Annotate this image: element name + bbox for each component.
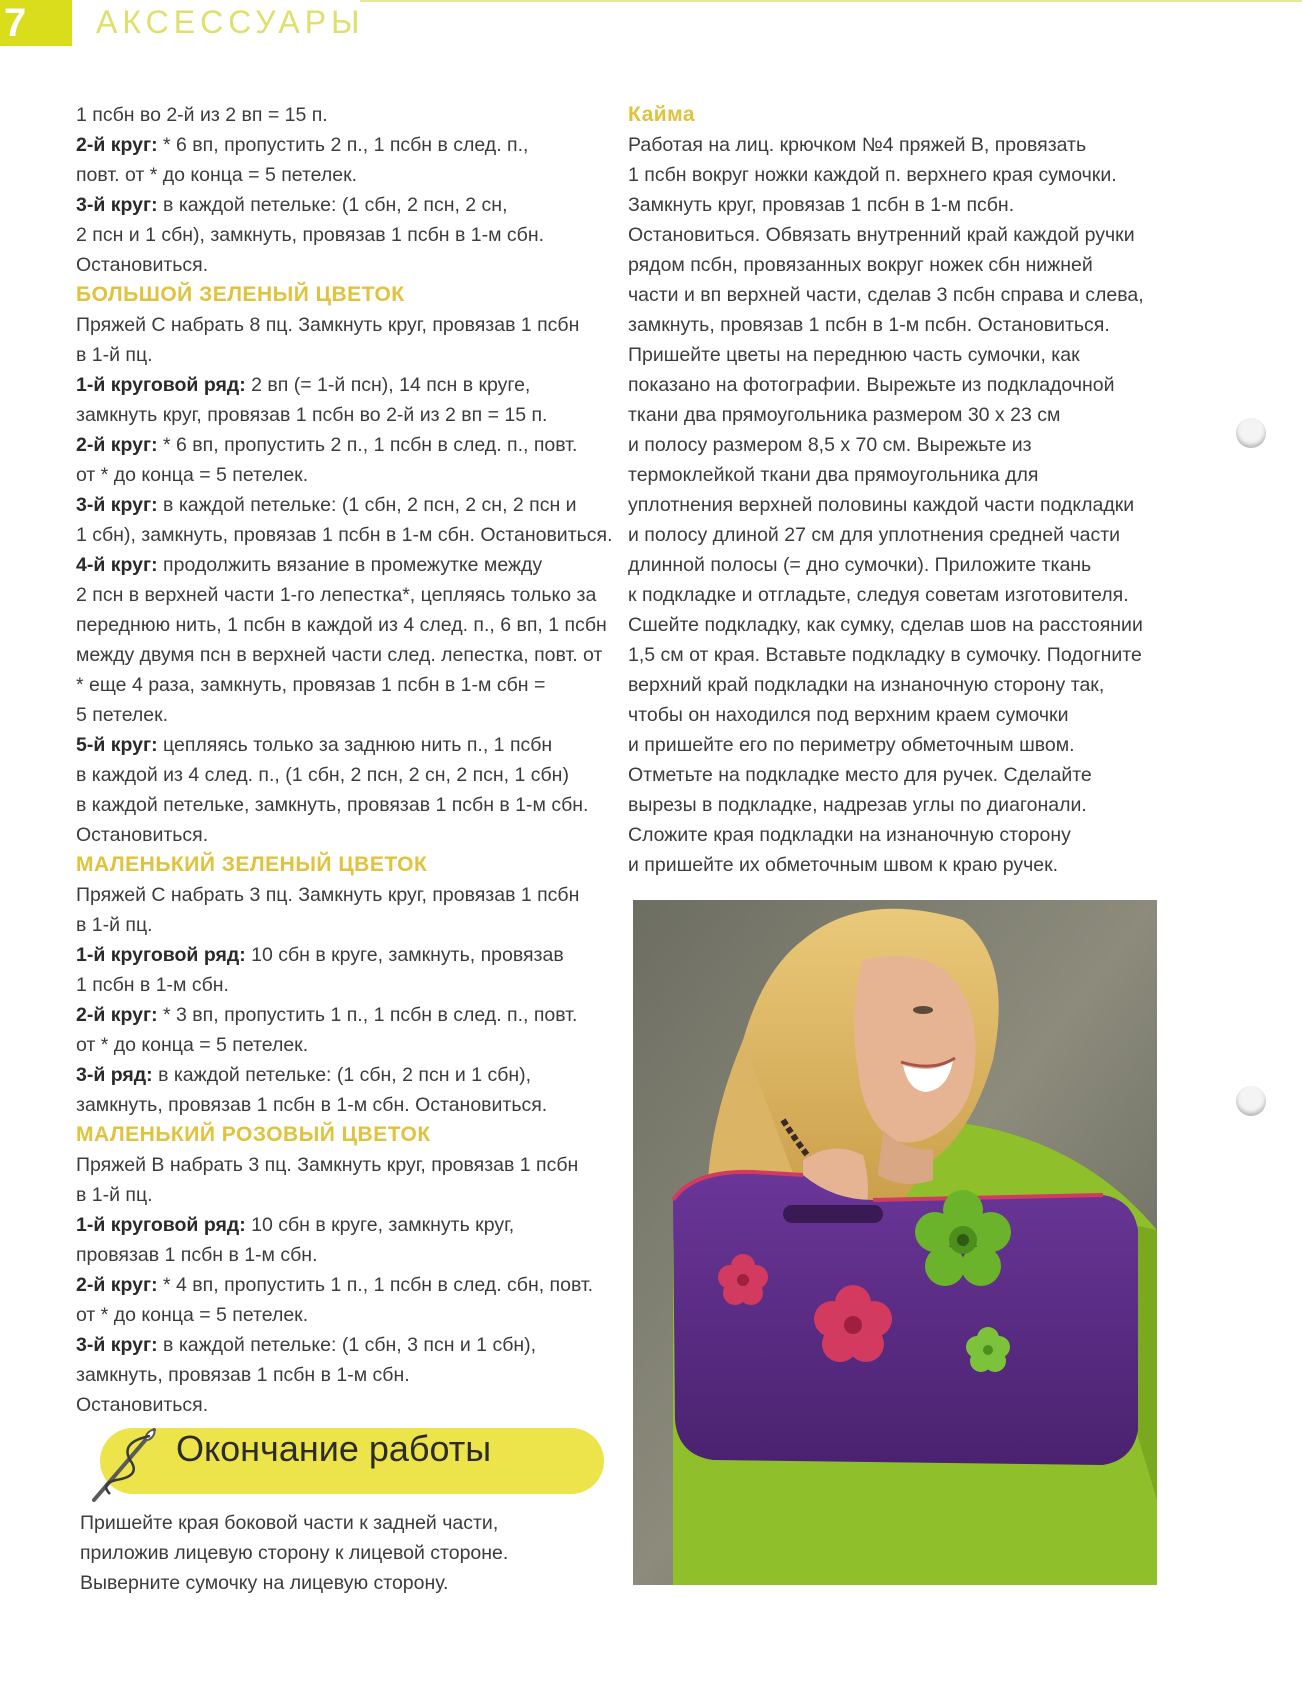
header-rule	[360, 0, 1302, 2]
text-line: в каждой из 4 след. п., (1 сбн, 2 псн, 2 сн, 2 псн, 1 сбн)	[76, 764, 569, 786]
text-line: Остановиться.	[76, 824, 209, 846]
round-label: 1-й круговой ряд:	[76, 374, 246, 396]
text-line: и пришейте его по периметру обметочным швом.	[628, 734, 1075, 756]
text-line: Отметьте на подкладке место для ручек. Сделайте	[628, 764, 1092, 786]
text-line: 5 петелек.	[76, 704, 169, 726]
text-line: Замкнуть круг, провязав 1 псбн в 1-м псбн.	[628, 194, 1015, 216]
page-header	[0, 0, 1302, 46]
round-label: 3-й круг:	[76, 494, 158, 516]
round-label: 1-й круговой ряд:	[76, 944, 246, 966]
text-line: и полосу размером 8,5 х 70 см. Вырежьте из	[628, 434, 1032, 456]
round-text: продолжить вязание в промежутке между	[157, 554, 543, 576]
round-label: 2-й круг:	[76, 434, 158, 456]
text-line: замкнуть круг, провязав 1 псбн во 2-й из 2 вп = 15 п.	[76, 404, 548, 426]
text-line: вырезы в подкладке, надрезав углы по диагонали.	[628, 794, 1087, 816]
text-line: замкнуть, провязав 1 псбн в 1-м сбн.	[76, 1364, 410, 1386]
text-line: Пряжей С набрать 3 пц. Замкнуть круг, провязав 1 псбн	[76, 884, 580, 906]
text-line: Пряжей В набрать 3 пц. Замкнуть круг, провязав 1 псбн	[76, 1154, 579, 1176]
round-text: 10 сбн в круге, замкнуть круг,	[245, 1214, 515, 1236]
subsection-heading: Кайма	[628, 103, 696, 126]
round-text: в каждой петельке: (1 сбн, 2 псн и 1 сбн),	[152, 1064, 532, 1086]
bag-photo	[633, 900, 1157, 1585]
round-label: 2-й круг:	[76, 1004, 158, 1026]
text-line: от * до конца = 5 петелек.	[76, 464, 309, 486]
page-number: 7	[0, 0, 72, 46]
instruction-line	[76, 730, 616, 760]
round-text: в каждой петельке: (1 сбн, 2 псн, 2 сн, 2 псн и	[157, 494, 577, 516]
round-text: цепляясь только за заднюю нить п., 1 псбн	[157, 734, 553, 756]
needle-and-thread-icon	[80, 1422, 176, 1506]
text-line: замкнуть, провязав 1 псбн в 1-м сбн. Остановиться.	[76, 1094, 548, 1116]
text-line: к подкладке и отгладьте, следуя советам изготовителя.	[628, 584, 1129, 606]
text-line: верхний край подкладки на изнаночную сторону так,	[628, 674, 1105, 696]
text-line: Сшейте подкладку, как сумку, сделав шов на расстоянии	[628, 614, 1143, 636]
text-line: в 1-й пц.	[76, 344, 153, 366]
text-line: 2 псн в верхней части 1-го лепестка*, цепляясь только за	[76, 584, 597, 606]
text-line: от * до конца = 5 петелек.	[76, 1034, 309, 1056]
text-line: 1,5 см от края. Вставьте подкладку в сумочку. Подогните	[628, 644, 1142, 666]
finish-line: Выверните сумочку на лицевую сторону.	[80, 1572, 449, 1594]
instruction-line	[76, 490, 616, 520]
text-line: в 1-й пц.	[76, 914, 153, 936]
finish-title: Окончание работы	[176, 1428, 492, 1469]
text-line: переднюю нить, 1 псбн в каждой из 4 след. п., 6 вп, 1 псбн	[76, 614, 607, 636]
round-label: 2-й круг:	[76, 134, 158, 156]
text-line: части и вп верхней части, сделав 3 псбн справа и слева,	[628, 284, 1144, 306]
text-line: 1 псбн во 2-й из 2 вп = 15 п.	[76, 104, 328, 126]
binder-hole	[1236, 1086, 1266, 1116]
round-text: 10 сбн в круге, замкнуть, провязав	[245, 944, 564, 966]
text-line: Пряжей С набрать 8 пц. Замкнуть круг, провязав 1 псбн	[76, 314, 580, 336]
finish-line: приложив лицевую сторону к лицевой стороне.	[80, 1542, 509, 1564]
text-line: 1 сбн), замкнуть, провязав 1 псбн в 1-м сбн. Остановиться.	[76, 524, 613, 546]
instruction-line	[76, 1210, 616, 1240]
round-text: в каждой петельке: (1 сбн, 3 псн и 1 сбн),	[157, 1334, 537, 1356]
round-label: 3-й ряд:	[76, 1064, 153, 1086]
round-text: * 4 вп, пропустить 1 п., 1 псбн в след. сбн, повт.	[157, 1274, 594, 1296]
subsection-heading: МАЛЕНЬКИЙ РОЗОВЫЙ ЦВЕТОК	[76, 1123, 431, 1146]
round-text: * 6 вп, пропустить 2 п., 1 псбн в след. п.,	[157, 134, 529, 156]
round-text: * 6 вп, пропустить 2 п., 1 псбн в след. п., повт.	[157, 434, 578, 456]
text-line: Работая на лиц. крючком №4 пряжей В, провязать	[628, 134, 1087, 156]
text-line: термоклейкой ткани два прямоугольника для	[628, 464, 1039, 486]
round-text: в каждой петельке: (1 сбн, 2 псн, 2 сн,	[157, 194, 508, 216]
text-line: * еще 4 раза, замкнуть, провязав 1 псбн в 1-м сбн =	[76, 674, 546, 696]
text-line: повт. от * до конца = 5 петелек.	[76, 164, 358, 186]
instruction-line	[76, 940, 616, 970]
text-line: провязав 1 псбн в 1-м сбн.	[76, 1244, 318, 1266]
text-line: Остановиться. Обвязать внутренний край каждой ручки	[628, 224, 1135, 246]
round-label: 2-й круг:	[76, 1274, 158, 1296]
text-line: от * до конца = 5 петелек.	[76, 1304, 309, 1326]
instruction-line	[76, 1000, 616, 1030]
finish-line: Пришейте края боковой части к задней части,	[80, 1512, 499, 1534]
subsection-heading: МАЛЕНЬКИЙ ЗЕЛЕНЫЙ ЦВЕТОК	[76, 853, 428, 876]
round-text: * 3 вп, пропустить 1 п., 1 псбн в след. п., повт.	[157, 1004, 578, 1026]
instruction-line	[76, 370, 616, 400]
text-line: Пришейте цветы на переднюю часть сумочки, как	[628, 344, 1080, 366]
instruction-line	[76, 550, 616, 580]
text-line: 1 псбн вокруг ножки каждой п. верхнего края сумочки.	[628, 164, 1117, 186]
instruction-line	[76, 1330, 616, 1360]
text-line: замкнуть, провязав 1 псбн в 1-м псбн. Остановиться.	[628, 314, 1110, 336]
right-column	[628, 100, 1168, 880]
finish-banner	[80, 1428, 604, 1498]
text-line: ткани два прямоугольника размером 30 х 23 см	[628, 404, 1061, 426]
photo-illustration	[633, 900, 1157, 1585]
round-text: 2 вп (= 1-й псн), 14 псн в круге,	[245, 374, 531, 396]
text-line: Остановиться.	[76, 254, 209, 276]
section-title: АКСЕССУАРЫ	[96, 4, 365, 40]
round-label: 3-й круг:	[76, 1334, 158, 1356]
text-line: и полосу длиной 27 см для уплотнения средней части	[628, 524, 1121, 546]
round-label: 1-й круговой ряд:	[76, 1214, 246, 1236]
text-line: рядом псбн, провязанных вокруг ножек сбн нижней	[628, 254, 1093, 276]
finish-text	[80, 1508, 620, 1598]
text-line: Остановиться.	[76, 1394, 209, 1416]
text-line: 1 псбн в 1-м сбн.	[76, 974, 229, 996]
binder-hole	[1236, 418, 1266, 448]
instruction-line	[76, 1060, 616, 1090]
text-line: Сложите края подкладки на изнаночную сторону	[628, 824, 1071, 846]
text-line: 2 псн и 1 сбн), замкнуть, провязав 1 псбн в 1-м сбн.	[76, 224, 544, 246]
instruction-line	[76, 130, 616, 160]
text-line: и пришейте их обметочным швом к краю ручек.	[628, 854, 1059, 876]
text-line: в 1-й пц.	[76, 1184, 153, 1206]
round-label: 5-й круг:	[76, 734, 158, 756]
round-label: 4-й круг:	[76, 554, 158, 576]
instruction-line	[76, 430, 616, 460]
text-line: уплотнения верхней половины каждой части подкладки	[628, 494, 1135, 516]
text-line: между двумя псн в верхней части след. лепестка, повт. от	[76, 644, 603, 666]
text-line: в каждой петельке, замкнуть, провязав 1 псбн в 1-м сбн.	[76, 794, 589, 816]
text-line: чтобы он находился под верхним краем сумочки	[628, 704, 1069, 726]
round-label: 3-й круг:	[76, 194, 158, 216]
instruction-line	[76, 190, 616, 220]
text-line: длинной полосы (= дно сумочки). Приложите ткань	[628, 554, 1092, 576]
instruction-line	[76, 1270, 616, 1300]
left-column	[76, 100, 616, 1420]
text-line: показано на фотографии. Вырежьте из подкладочной	[628, 374, 1115, 396]
subsection-heading: БОЛЬШОЙ ЗЕЛЕНЫЙ ЦВЕТОК	[76, 283, 405, 306]
